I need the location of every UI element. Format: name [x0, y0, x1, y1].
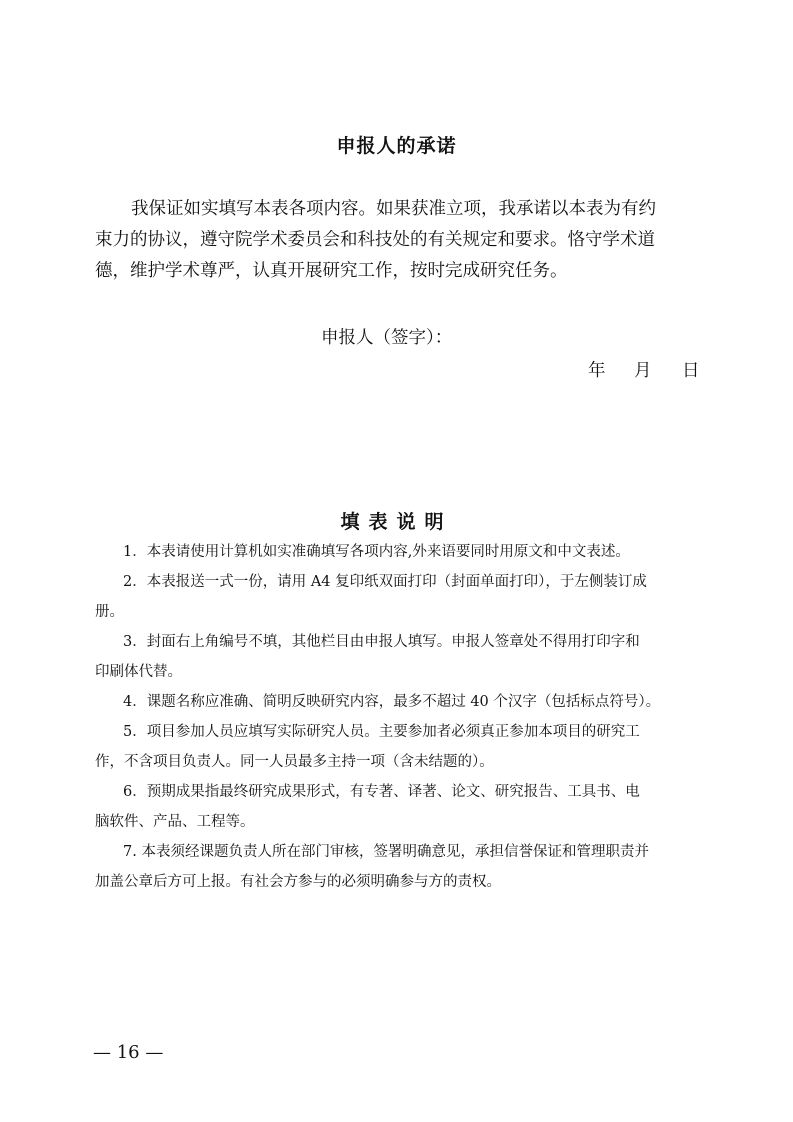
promise-title: 申报人的承诺 — [336, 135, 457, 157]
instruction-item-4: 4．课题名称应准确、简明反映研究内容，最多不超过 40 个汉字（包括标点符号）。 — [123, 694, 661, 710]
instruction-item-5-cont: 作，不含项目负责人。同一人员最多主持一项（含未结题的）。 — [95, 754, 494, 770]
instruction-item-3: 3．封面右上角编号不填，其他栏目由申报人填写。申报人签章处不得用打印字和 — [123, 634, 640, 650]
signature-label: 申报人（签字）： — [321, 328, 453, 348]
instruction-item-6: 6．预期成果指最终研究成果形式，有专著、译著、论文、研究报告、工具书、电 — [123, 784, 640, 800]
instruction-item-2-cont: 册。 — [95, 604, 124, 620]
instruction-item-7-cont: 加盖公章后方可上报。有社会方参与的必须明确参与方的责权。 — [95, 874, 501, 890]
promise-line: 我保证如实填写本表各项内容。如果获准立项，我承诺以本表为有约 — [131, 199, 656, 219]
instruction-item-5: 5．项目参加人员应填写实际研究人员。主要参加者必须真正参加本项目的研究工 — [123, 724, 640, 740]
promise-line: 束力的协议，遵守院学术委员会和科技处的有关规定和要求。恪守学术道 — [95, 230, 655, 250]
date-day: 日 — [682, 361, 700, 381]
date-month: 月 — [634, 361, 652, 381]
instruction-item-7: 7. 本表须经课题负责人所在部门审核，签署明确意见，承担信誉保证和管理职责并 — [123, 844, 649, 860]
instructions-body — [95, 537, 705, 897]
instruction-item-1: 1．本表请使用计算机如实准确填写各项内容,外来语要同时用原文和中文表述。 — [123, 544, 630, 560]
date-year: 年 — [588, 361, 606, 381]
instructions-title: 填表说明 — [340, 511, 453, 533]
instruction-item-3-cont: 印刷体代替。 — [95, 664, 182, 680]
instruction-item-6-cont: 脑软件、产品、工程等。 — [95, 814, 255, 830]
instruction-item-2: 2．本表报送一式一份，请用 A4 复印纸双面打印（封面单面打印），于左侧装订成 — [123, 574, 647, 590]
promise-line: 德，维护学术尊严，认真开展研究工作，按时完成研究任务。 — [95, 261, 568, 281]
date-line — [588, 357, 700, 382]
page-number: — 16 — — [93, 1042, 164, 1063]
promise-body — [95, 194, 705, 287]
